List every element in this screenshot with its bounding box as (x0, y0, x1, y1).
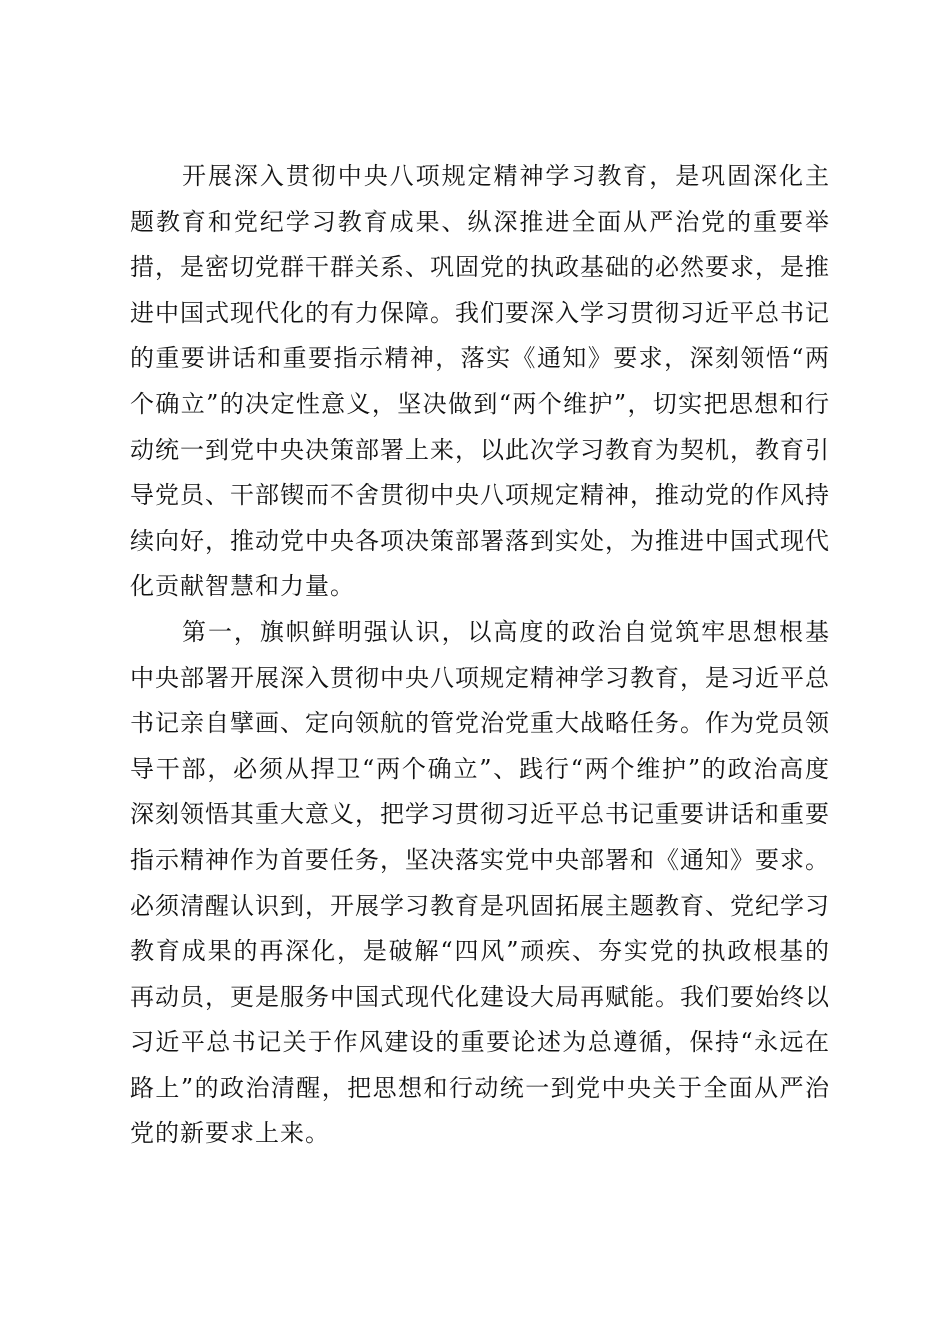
paragraph-intro: 开展深入贯彻中央八项规定精神学习教育，是巩固深化主题教育和党纪学习教育成果、纵深推进全面从严治党的重要举措，是密切党群干群关系、巩固党的执政基础的必然要求，是推进中国式现代化的有力保障。我们要深入学习贯彻习近平总书记的重要讲话和重要指示精神，落实《通知》要求，深刻领悟“两个确立”的决定性意义，坚决做到“两个维护”，切实把思想和行动统一到党中央决策部署上来，以此次学习教育为契机，教育引导党员、干部锲而不舍贯彻中央八项规定精神，推动党的作风持续向好，推动党中央各项决策部署落到实处，为推进中国式现代化贡献智慧和力量。 (130, 162, 830, 601)
document-body (130, 154, 830, 1157)
paragraph-first-point: 第一，旗帜鲜明强认识，以高度的政治自觉筑牢思想根基中央部署开展深入贯彻中央八项规定精神学习教育，是习近平总书记亲自擘画、定向领航的管党治党重大战略任务。作为党员领导干部，必须从捍卫“两个确立”、践行“两个维护”的政治高度深刻领悟其重大意义，把学习贯彻习近平总书记重要讲话和重要指示精神作为首要任务，坚决落实党中央部署和《通知》要求。必须清醒认识到，开展学习教育是巩固拓展主题教育、党纪学习教育成果的再深化，是破解“四风”顽疾、夯实党的执政根基的再动员，更是服务中国式现代化建设大局再赋能。我们要始终以习近平总书记关于作风建设的重要论述为总遵循，保持“永远在路上”的政治清醒，把思想和行动统一到党中央关于全面从严治党的新要求上来。 (130, 617, 830, 1148)
